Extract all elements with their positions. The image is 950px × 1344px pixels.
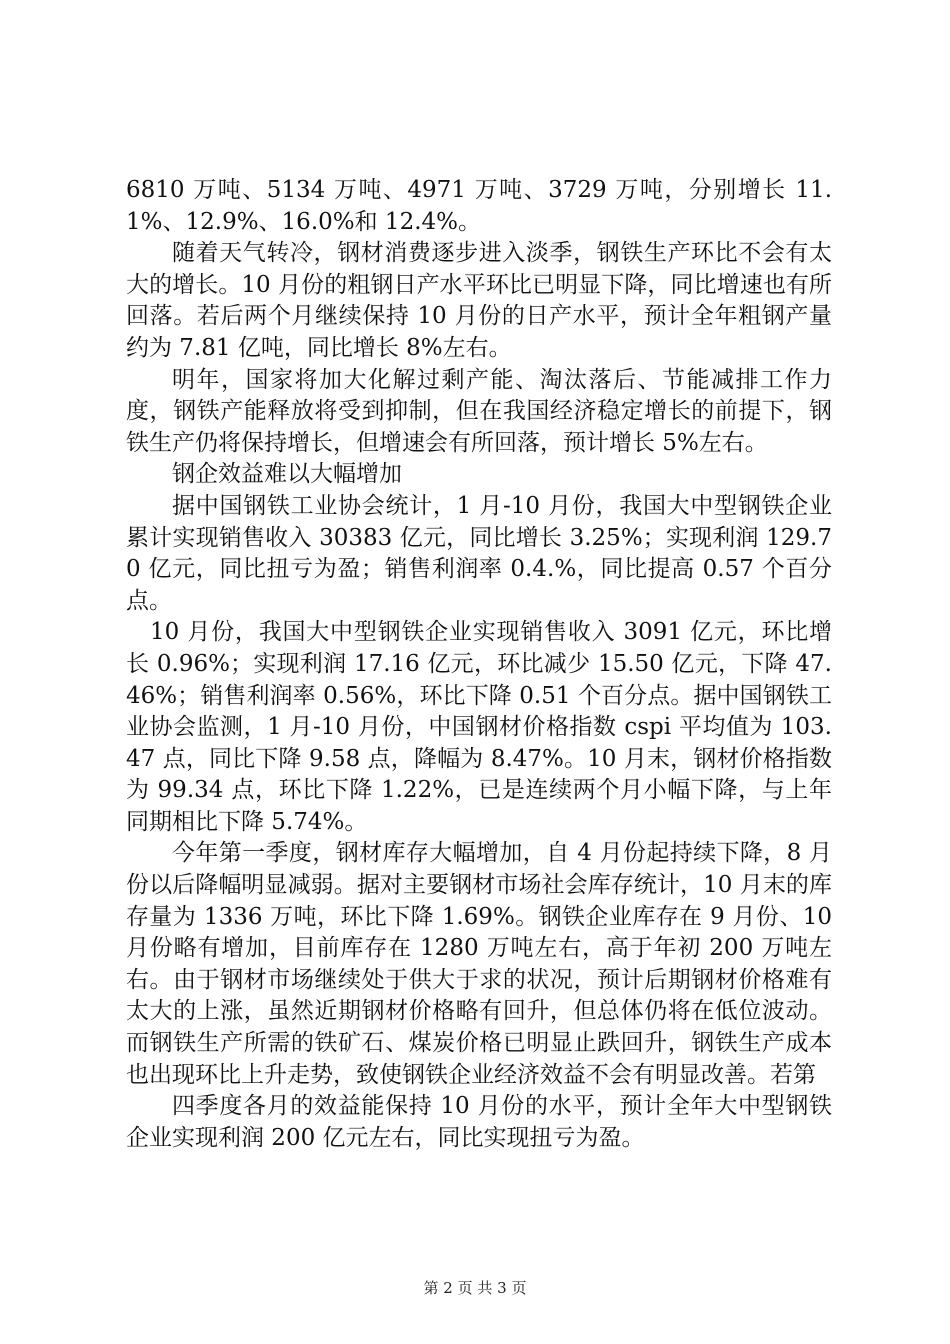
- paragraph-industry-statistics: 据中国钢铁工业协会统计，1 月-10 月份，我国大中型钢铁企业累计实现销售收入 30383 亿元，同比增长 3.25%；实现利润 129.70 亿元，同比扭亏为盈；销售利润率 0.4.%，同比提高 0.57 个百分点。: [126, 492, 832, 614]
- paragraph-october-results: 10 月份，我国大中型钢铁企业实现销售收入 3091 亿元，环比增长 0.96%；实现利润 17.16 亿元，环比减少 15.50 亿元，下降 47.46%；销售利润率 0.56%，环比下降 0.51 个百分点。据中国钢铁工业协会监测，1 月-10 月份，中国钢材价格指数 cspi 平均值为 103.47 点，同比下降 9.58 点，降幅为 8.47%。10 月末，钢材价格指数为 99.34 点，环比下降 1.22%，已是连续两个月小幅下降，与上年同期相比下降 5.74%。: [126, 619, 832, 835]
- paragraph-q4-forecast: 四季度各月的效益能保持 10 月份的水平，预计全年大中型钢铁企业实现利润 200 亿元左右，同比实现扭亏为盈。: [126, 1093, 832, 1151]
- section-heading: 钢企效益难以大幅增加: [172, 461, 402, 488]
- paragraph-steel-output-outlook: 随着天气转冷，钢材消费逐步进入淡季，钢铁生产环比不会有太大的增长。10 月份的粗钢日产水平环比已明显下降，同比增速也有所回落。若后两个月继续保持 10 月份的日产水平，预计全年粗钢产量约为 7.81 亿吨，同比增长 8%左右。: [126, 240, 832, 361]
- paragraph-next-year-forecast: 明年，国家将加大化解过剩产能、淘汰落后、节能减排工作力度，钢铁产能释放将受到抑制，但在我国经济稳定增长的前提下，钢铁生产仍将保持增长，但增速会有所回落，预计增长 5%左右。: [126, 366, 832, 456]
- page-number-footer: 第 2 页 共 3 页: [423, 1279, 527, 1297]
- document-body: [126, 175, 832, 1154]
- paragraph-continuation: 6810 万吨、5134 万吨、4971 万吨、3729 万吨，分别增长 11.1%、12.9%、16.0%和 12.4%。: [126, 177, 832, 235]
- paragraph-inventory: 今年第一季度，钢材库存大幅增加，自 4 月份起持续下降，8 月份以后降幅明显减弱。据对主要钢材市场社会库存统计，10 月末的库存量为 1336 万吨，环比下降 1.69%。钢铁企业库存在 9 月份、10 月份略有增加，目前库存在 1280 万吨左右，高于年初 200 万吨左右。由于钢材市场继续处于供大于求的状况，预计后期钢材价格难有太大的上涨，虽然近期钢材价格略有回升，但总体仍将在低位波动。而钢铁生产所需的铁矿石、煤炭价格已明显止跌回升，钢铁生产成本也出现环比上升走势，致使钢铁企业经济效益不会有明显改善。若第: [126, 840, 832, 1088]
